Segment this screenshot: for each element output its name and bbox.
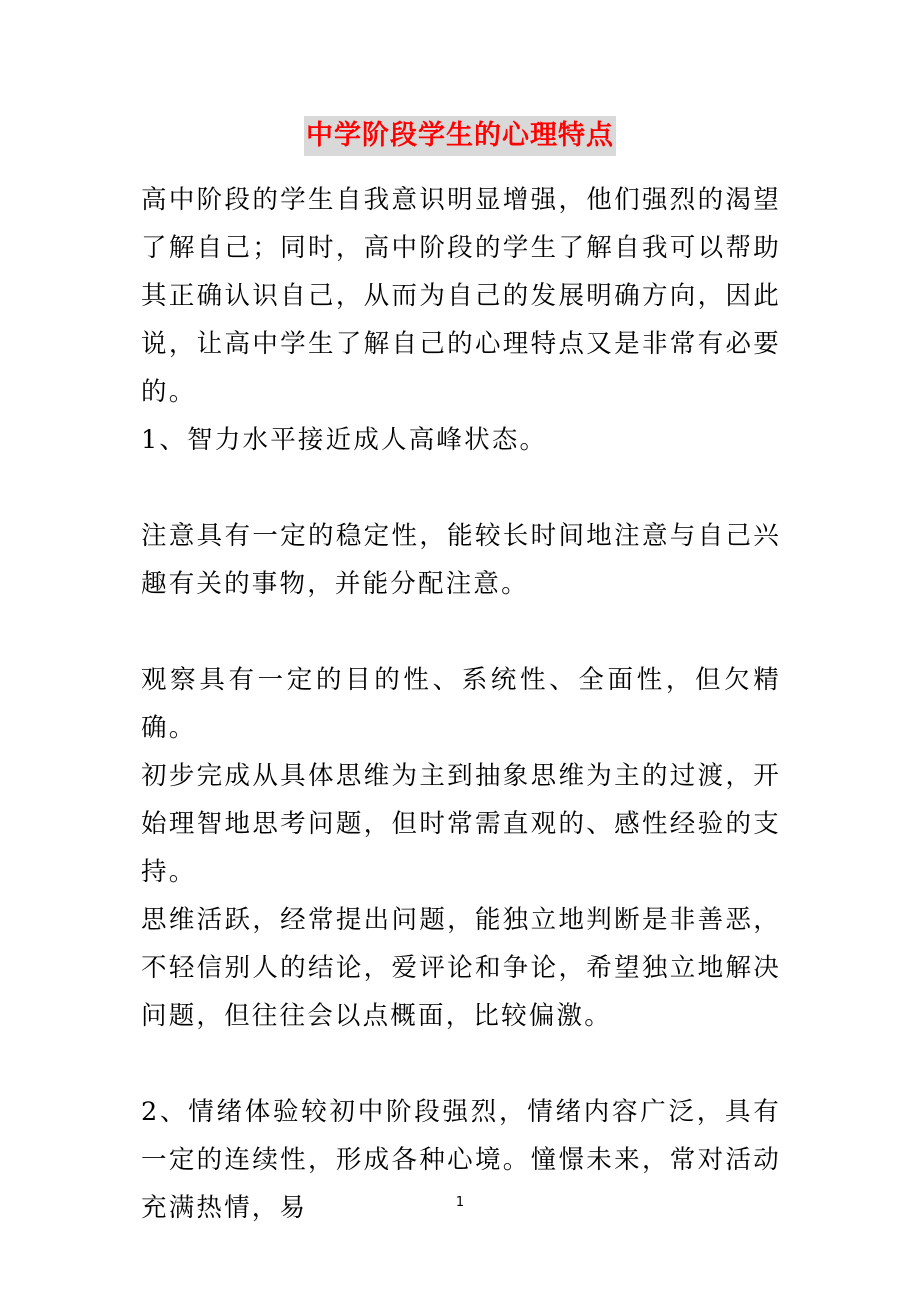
paragraph-section-1-heading: 1、智力水平接近成人高峰状态。: [141, 425, 548, 455]
paragraph-active-thinking: 思维活跃，经常提出问题，能独立地判断是非善恶，不轻信别人的结论，爱评论和争论，希望独立地解决问题，但往往会以点概面，比较偏激。: [141, 905, 781, 1031]
paragraph-intro: 高中阶段的学生自我意识明显增强，他们强烈的渴望了解自己；同时，高中阶段的学生了解自我可以帮助其正确认识自己，从而为自己的发展明确方向，因此说，让高中学生了解自己的心理特点又是非常有必要的。: [141, 185, 781, 407]
paragraph-section-2-emotion: 2、情绪体验较初中阶段强烈，情绪内容广泛，具有一定的连续性，形成各种心境。憧憬未来，常对活动充满热情，易: [141, 1097, 781, 1223]
paragraph-observation: 观察具有一定的目的性、系统性、全面性，但欠精确。: [141, 665, 781, 743]
paragraph-attention: 注意具有一定的稳定性，能较长时间地注意与自己兴趣有关的事物，并能分配注意。: [141, 521, 781, 599]
document-title: 中学阶段学生的心理特点: [304, 116, 616, 156]
title-container: [0, 116, 920, 156]
paragraph-thinking-transition: 初步完成从具体思维为主到抽象思维为主的过渡，开始理智地思考问题，但时常需直观的、感性经验的支持。: [141, 761, 781, 887]
page-number: 1: [455, 1195, 465, 1210]
